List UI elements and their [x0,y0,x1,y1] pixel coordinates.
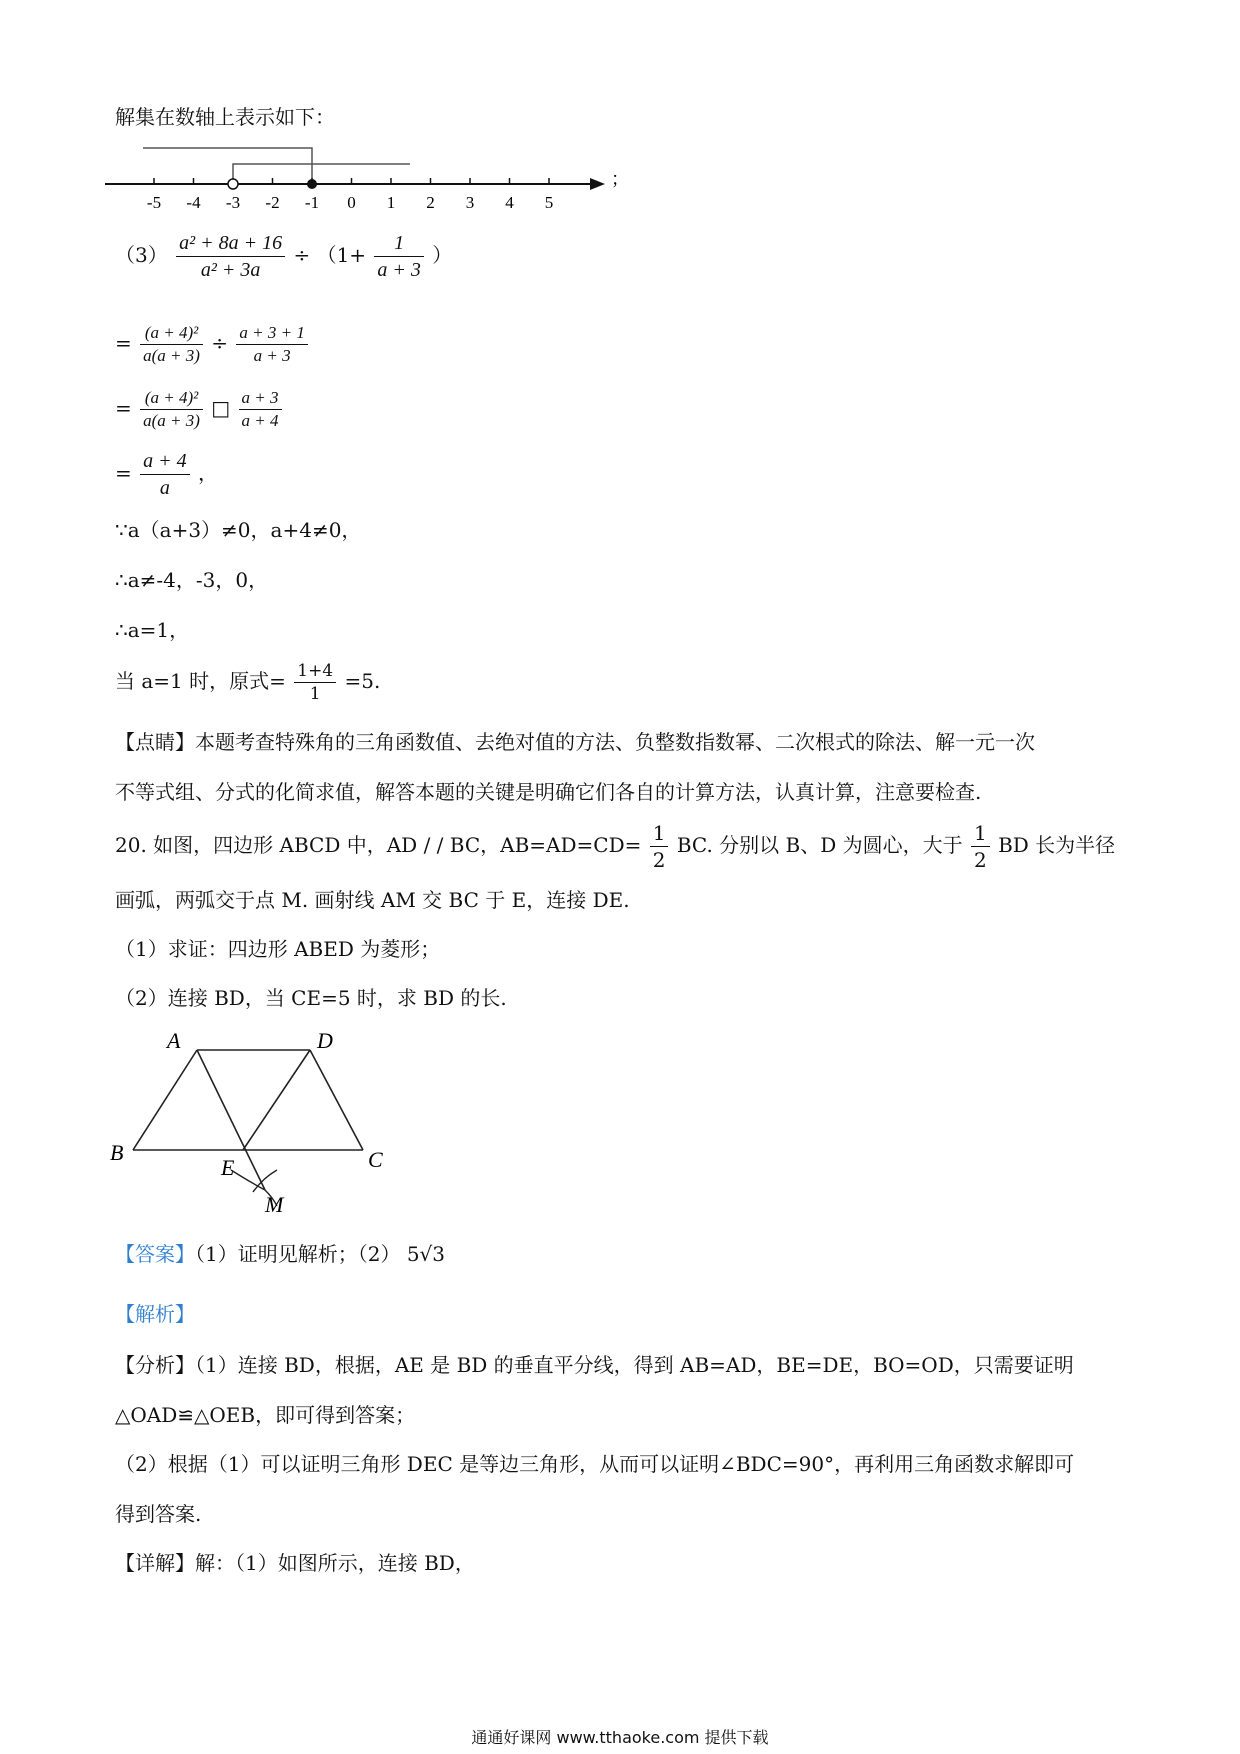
fenxi-line-3: （2）根据（1）可以证明三角形 DEC 是等边三角形，从而可以证明∠BDC=90°，再利用三角函数求解即可 [115,1452,1075,1476]
tick-label: 5 [544,193,554,212]
part3-small-fraction [374,230,424,283]
condition-3: ∴a=1， [115,618,190,642]
q20-half-2 [971,820,990,873]
result-numerator: a + 4 [140,448,190,475]
step-1-den-2: a + 3 [253,346,291,365]
part3-small-numerator: 1 [374,230,424,257]
label-B: B [110,1140,124,1165]
axis-arrow [590,178,605,190]
step-1-operator: ÷ [211,331,229,355]
label-M: M [265,1192,284,1217]
q20-half-1 [650,820,669,873]
step-result [115,448,218,501]
step-1 [115,322,310,367]
step-2-num-2: a + 3 [239,387,282,410]
q20-half-2-num: 1 [971,820,990,847]
answer-value: 5√3 [406,1242,446,1266]
evaluate-fraction [294,660,336,705]
part3-main-fraction [176,230,285,283]
q20-text-c: BD 长为半径 [998,833,1116,857]
tick-label: 1 [386,193,396,212]
fenxi-line-1: 【分析】（1）连接 BD，根据，AE 是 BD 的垂直平分线，得到 AB=AD，BE=DE，BO=OD，只需要证明 [115,1353,1074,1377]
step-1-num-2: a + 3 + 1 [236,322,307,345]
tick-label: -3 [225,193,241,212]
label-C: C [368,1147,383,1172]
page-footer: 通通好课网 www.tthaoke.com 提供下载 [471,1728,769,1747]
rhombus-figure [105,1030,405,1215]
result-equals: = [115,461,132,485]
evaluate-denominator: 1 [309,684,321,704]
step-1-fraction-2 [236,322,307,367]
fenxi-line-2: △OAD≌△OEB，即可得到答案； [115,1403,416,1427]
answer-text: （1）证明见解析；（2） [195,1242,401,1266]
part3-close: ） [432,243,453,267]
tick-label: -4 [186,193,201,212]
label-A: A [167,1028,181,1053]
segment-DC [310,1050,363,1150]
result-denominator: a [159,477,170,499]
step-2-den-1: a(a + 3) [143,411,200,430]
step-1-den-1: a(a + 3) [143,346,200,365]
q20-text-a: 20. 如图，四边形 ABCD 中，AD / / BC，AB=AD=CD= [115,833,642,857]
q20-line-1 [115,820,1115,873]
step-2-equals: = [115,396,132,420]
part3-denominator: a² + 3a [200,259,261,281]
q20-text-b: BC. 分别以 B、D 为圆心，大于 [676,833,963,857]
tick-label: 2 [426,193,435,212]
fenxi-line-4: 得到答案. [115,1502,202,1526]
q20-line-2: 画弧，两弧交于点 M. 画射线 AM 交 BC 于 E，连接 DE. [115,888,630,912]
tick-label: 0 [347,193,356,212]
step-2-fraction-2 [239,387,282,432]
evaluate-numerator: 1+4 [294,660,336,683]
tick-label: -1 [304,193,320,212]
result-suffix: ， [197,461,218,485]
dianjing-line-1: 【点睛】本题考查特殊角的三角函数值、去绝对值的方法、负整数指数幂、二次根式的除法、解一元一次 [115,730,1035,754]
condition-2: ∴a≠-4，-3，0， [115,568,269,592]
dianjing-line-2: 不等式组、分式的化简求值，解答本题的关键是明确它们各自的计算方法，认真计算，注意要检查. [115,780,982,804]
evaluate-suffix: =5. [344,669,381,693]
part3-numerator: a² + 8a + 16 [176,230,285,257]
tick-label: 3 [465,193,475,212]
label-D: D [317,1028,333,1053]
answer-tag: 【答案】 [115,1242,195,1266]
condition-1: ∵a（a+3）≠0，a+4≠0， [115,518,362,542]
step-2-operator: □ [211,396,231,420]
part3-small-denominator: a + 3 [377,259,421,281]
label-E: E [221,1155,235,1180]
numberline-suffix: ； [611,169,629,189]
q20-half-2-den: 2 [974,848,987,872]
result-fraction [140,448,190,501]
jiexi-tag: 【解析】 [115,1302,195,1326]
lower-bound-bracket [143,148,312,184]
q20-sub-1: （1）求证：四边形 ABED 为菱形； [115,937,441,961]
tick-label: -5 [146,193,162,212]
step-2-num-1: (a + 4)² [140,387,203,410]
part3-label: （3） [115,243,168,267]
closed-endpoint-neg1 [307,179,317,189]
step-2 [115,387,284,432]
tick-label: 4 [505,193,514,212]
evaluate-line [115,660,380,705]
q20-half-1-num: 1 [650,820,669,847]
evaluate-prefix: 当 a=1 时，原式= [115,669,286,693]
open-endpoint-neg3 [228,179,238,189]
numberline-heading: 解集在数轴上表示如下： [115,105,335,129]
answer-line [115,1240,445,1268]
segment-AB [133,1050,197,1150]
step-1-fraction-1 [140,322,203,367]
step-1-num-1: (a + 4)² [140,322,203,345]
segment-DE [243,1050,310,1150]
number-line-figure [105,140,629,215]
q20-sub-2: （2）连接 BD，当 CE=5 时，求 BD 的长. [115,986,507,1010]
upper-bound-bracket [233,164,410,184]
xiangjie-line: 【详解】解：（1）如图所示，连接 BD， [115,1551,475,1575]
part3-divide-open: ÷ （1+ [293,243,367,267]
step-2-fraction-1 [140,387,203,432]
q20-half-1-den: 2 [652,848,666,872]
tick-label: -2 [265,193,280,212]
step-2-den-2: a + 4 [241,411,279,430]
part3-expression [115,230,452,283]
step-1-equals: = [115,331,132,355]
